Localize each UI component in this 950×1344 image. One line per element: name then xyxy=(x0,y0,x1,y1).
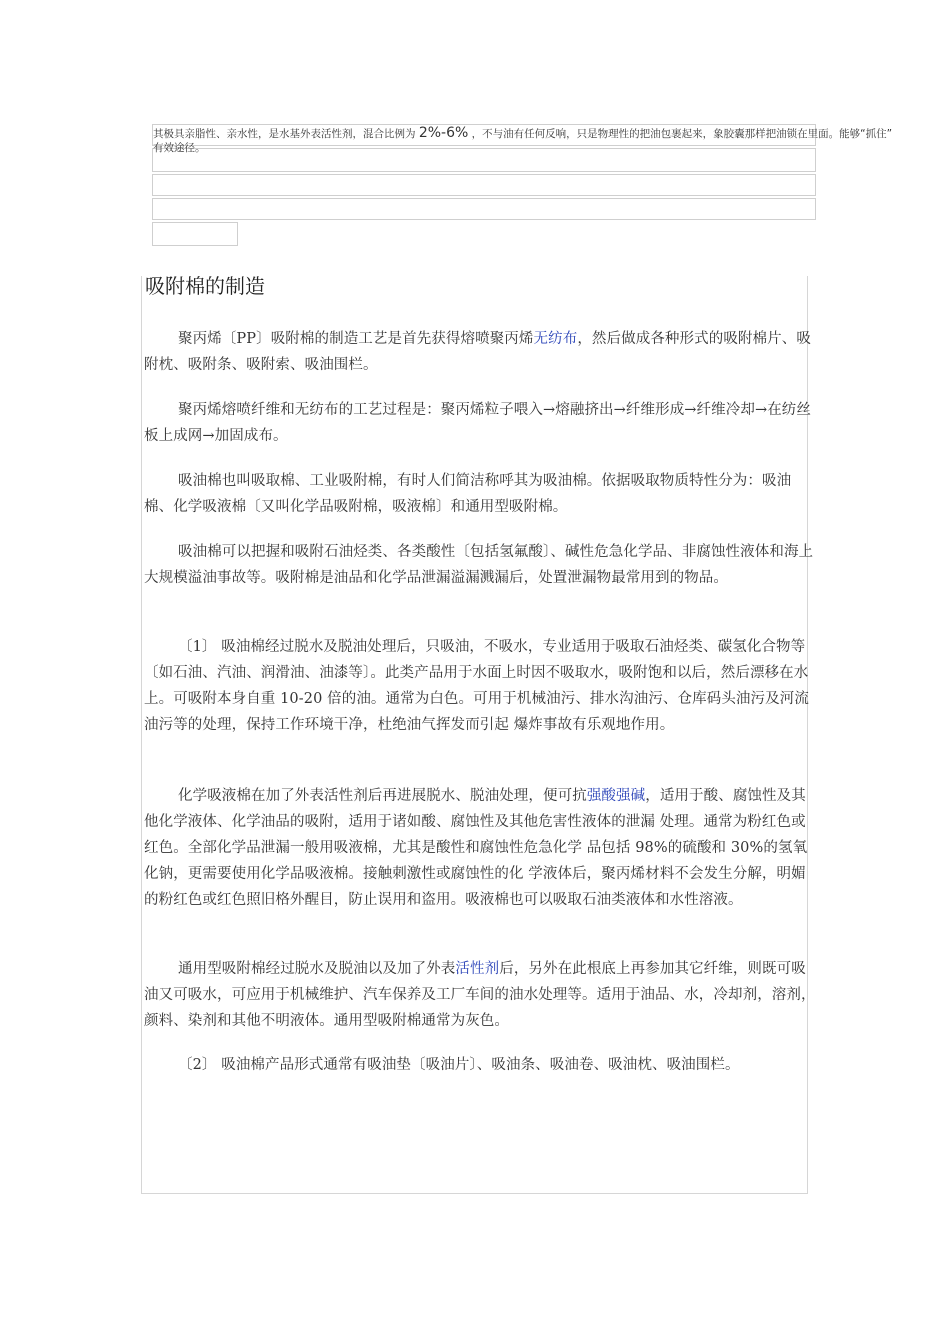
intro-part-1: 其极具亲脂性、亲水性，是水基外表活性剂，混合比例为 xyxy=(153,128,419,140)
paragraph-3: 吸油棉也叫吸取棉、工业吸附棉，有时人们简洁称呼其为吸油棉。依据吸取物质特性分为：吸油棉、化学吸液棉〔又叫化学品吸附棉，吸液棉〕和通用型吸附棉。 xyxy=(144,473,792,515)
intro-line-1 xyxy=(153,126,950,141)
intro-text xyxy=(153,126,950,155)
top-table-cell xyxy=(152,222,238,246)
paragraph-8: 〔2〕 吸油棉产品形式通常有吸油垫〔吸油片〕、吸油条、吸油卷、吸油枕、吸油围栏。 xyxy=(178,1057,740,1073)
paragraph-6 xyxy=(144,783,816,913)
top-table-row xyxy=(152,174,816,196)
paragraph-7 xyxy=(144,956,816,1034)
p1-text-b: ，然后做成各种形式的吸附棉片、吸附枕、吸附条、吸附索、吸油围栏。 xyxy=(144,331,811,373)
paragraph-4: 吸油棉可以把握和吸附石油烃类、各类酸性〔包括氢氟酸〕、碱性危急化学品、非腐蚀性液体和海上大规模溢油事故等。吸附棉是油品和化学品泄漏溢漏溅漏后，处置泄漏物最常用到的物品。 xyxy=(144,544,814,586)
p1-text-a: 聚丙烯〔PP〕吸附棉的制造工艺是首先获得熔喷聚丙烯 xyxy=(178,331,534,347)
surfactant-link[interactable]: 活性剂 xyxy=(455,961,500,977)
intro-line-2: 有效途径。 xyxy=(153,142,206,154)
paragraph-2: 聚丙烯熔喷纤维和无纺布的工艺过程是：聚丙烯粒子喂入→熔融挤出→纤维形成→纤维冷却→在纺丝板上成网→加固成布。 xyxy=(144,402,811,444)
page-title: 吸附棉的制造 xyxy=(145,274,265,298)
nonwoven-link[interactable]: 无纺布 xyxy=(533,331,578,347)
top-table-row xyxy=(152,198,816,220)
intro-ratio: 2%-6% xyxy=(418,126,469,141)
strong-acid-alkali-link[interactable]: 强酸强碱 xyxy=(586,788,646,804)
intro-part-2: ，不与油有任何反响，只是物理性的把油包裹起来，象胶囊那样把油锁在里面。能够“抓住” xyxy=(468,128,893,140)
p7-text-b: 后，另外在此根底上再参加其它纤维，则既可吸油又可吸水，可应用于机械维护、汽车保养及工厂车间的油水处理等。适用于油品、水，冷却剂，溶剂，颜料、染剂和其他不明液体。通用型吸附棉通常为灰色。 xyxy=(144,961,816,1029)
p7-text-a: 通用型吸附棉经过脱水及脱油以及加了外表 xyxy=(178,961,456,977)
paragraph-1 xyxy=(144,326,816,378)
p6-text-b: ，适用于酸、腐蚀性及其他化学液体、化学油品的吸附，适用于诸如酸、腐蚀性及其他危害性液体的泄漏 处理。通常为粉红色或红色。全部化学品泄漏一般用吸液棉，尤其是酸性和腐蚀性危急化学 品包括 98%的硫酸和 30%的氢氧化钠，更需要使用化学品吸液棉。接触刺激性或腐蚀性的化 学液体后，聚丙烯材料不会发生分解，明媚的粉红色或红色照旧格外醒目，防止误用和盗用。吸液棉也可以吸取石油类液体和水性溶液。 xyxy=(144,788,808,908)
p6-text-a: 化学吸液棉在加了外表活性剂后再进展脱水、脱油处理，便可抗 xyxy=(178,788,587,804)
paragraph-5: 〔1〕 吸油棉经过脱水及脱油处理后，只吸油，不吸水，专业适用于吸取石油烃类、碳氢化合物等〔如石油、汽油、润滑油、油漆等〕。此类产品用于水面上时因不吸取水，吸附饱和以后，然后漂移在水上。可吸附本身自重 10-20 倍的油。通常为白色。可用于机械油污、排水沟油污、仓库码头油污及河流油污等的处理，保持工作环境干净，杜绝油气挥发而引起 爆炸事故有乐观地作用。 xyxy=(144,639,809,733)
